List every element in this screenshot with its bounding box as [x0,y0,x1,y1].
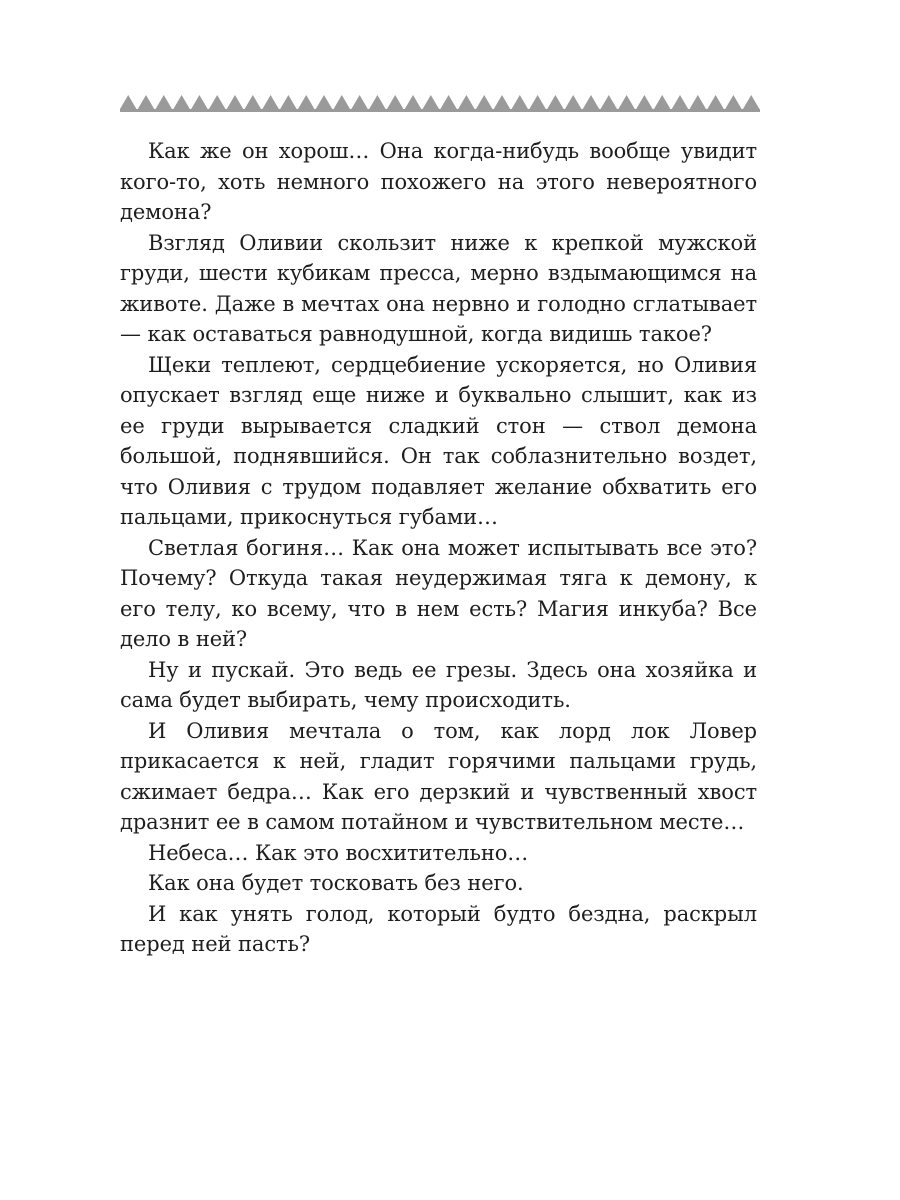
ornament-triangle [458,95,474,109]
paragraph: И как унять голод, который будто бездна, раскрыл перед ней пасть? [120,901,757,956]
ornament-triangle [173,95,189,109]
ornament-triangle [138,95,154,109]
paragraph: Как же он хорош… Она когда-нибудь вообще увидит кого-то, хоть немного похожего на этого невероятного демона? [120,139,757,224]
paragraph: Небеса… Как это восхитительно… [148,840,529,865]
ornament-triangle [476,95,492,109]
ornament-triangle [743,95,759,109]
ornament-triangle [423,95,439,109]
paragraph: И Оливия мечтала о том, как лорд лок Ловер прикасается к ней, гладит горячими пальцами грудь, сжимает бедра… Как его дерзкий и чувственный хвост дразнит ее в самом потайном и чувствительном месте… [120,718,757,834]
ornament-triangle [191,95,207,109]
ornament-triangle [707,95,723,109]
paragraph: Взгляд Оливии скользит ниже к крепкой мужской груди, шести кубикам пресса, мерно вздымающимся на животе. Даже в мечтах она нервно и голодно сглатывает — как оставаться равнодушной, когда видишь такое? [120,230,757,346]
ornament-triangle [262,95,278,109]
ornament-triangle [334,95,350,109]
page-text [120,136,757,960]
ornament-triangle [529,95,545,109]
ornament-triangle [494,95,510,109]
ornament-triangle [245,95,261,109]
ornament-triangle [227,95,243,109]
ornament-triangle [369,95,385,109]
ornament-triangle [601,95,617,109]
paragraph: Ну и пускай. Это ведь ее грезы. Здесь она хозяйка и сама будет выбирать, чему происходить. [120,657,757,712]
ornament-triangle [725,95,741,109]
ornament-triangle [636,95,652,109]
ornament-triangle [565,95,581,109]
ornament-triangle [583,95,599,109]
ornament-triangle [298,95,314,109]
ornament-triangle [618,95,634,109]
ornament-triangle [316,95,332,109]
header-ornament [120,93,760,115]
paragraph: Светлая богиня… Как она может испытывать все это? Почему? Откуда такая неудержимая тяга к демону, к его телу, ко всему, что в нем есть? Магия инкуба? Все дело в ней? [120,535,757,651]
paragraph: Как она будет тосковать без него. [148,871,524,895]
ornament-triangle [156,95,172,109]
ornament-triangle [209,95,225,109]
ornament-triangle [654,95,670,109]
ornament-triangle [440,95,456,109]
ornament-triangle [512,95,528,109]
ornament-triangle [690,95,706,109]
ornament-triangle [387,95,403,109]
ornament-triangle [120,95,136,109]
ornament-triangle [547,95,563,109]
paragraph: Щеки теплеют, сердцебиение ускоряется, но Оливия опускает взгляд еще ниже и буквально слышит, как из ее груди вырывается сладкий стон — ствол демона большой, поднявшийся. Он так соблазнительно воздет, что Оливия с трудом подавляет желание обхватить его пальцами, прикоснуться губами… [120,352,757,529]
ornament-triangle [280,95,296,109]
ornament-triangles [120,95,759,109]
ornament-triangle [672,95,688,109]
ornament-rule [120,109,760,112]
ornament-triangle [351,95,367,109]
ornament-triangle [405,95,421,109]
